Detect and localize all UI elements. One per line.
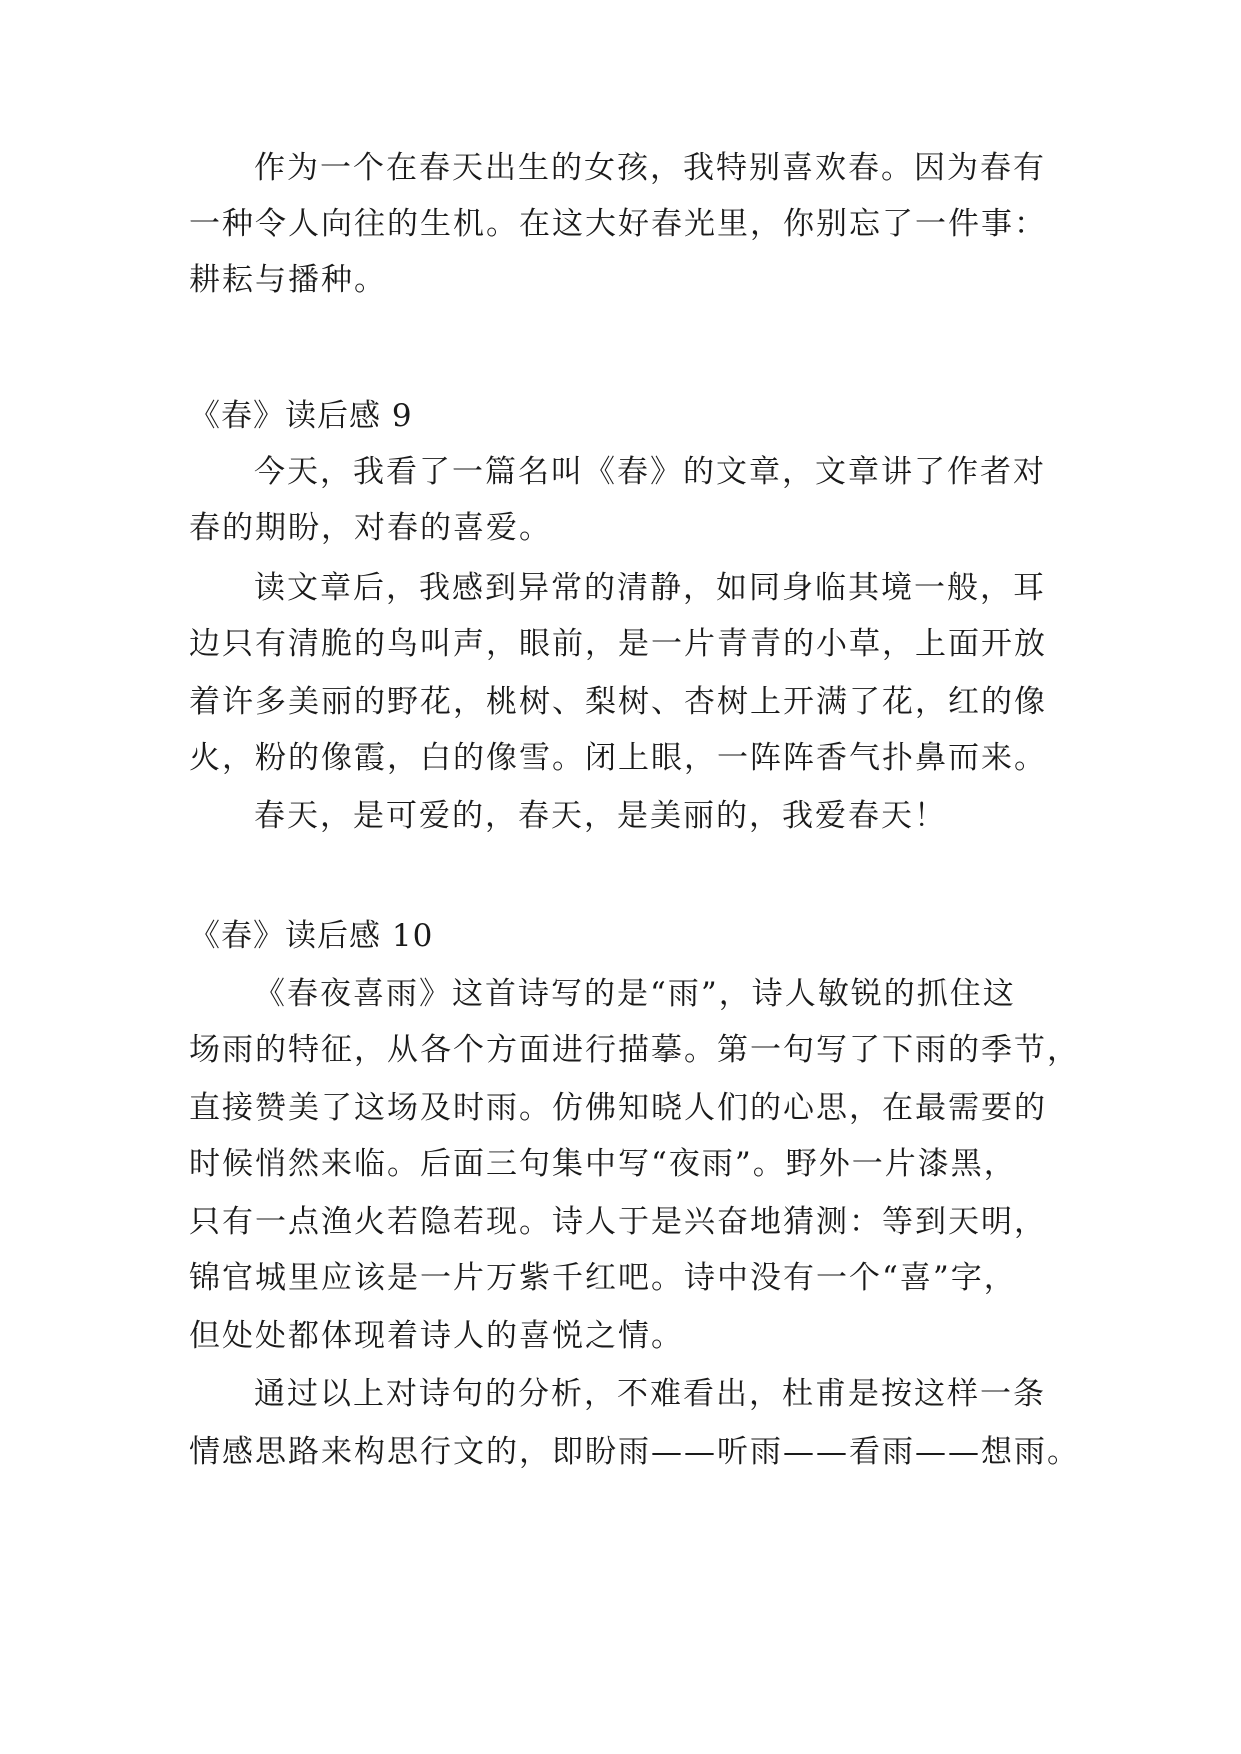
section-10-heading: 《春》读后感 10: [189, 918, 434, 954]
section-10-p1-line-2: 场雨的特征，从各个方面进行描摹。第一句写了下雨的季节，: [189, 1032, 1080, 1068]
section-9-p2-line-1: 读文章后，我感到异常的清静，如同身临其境一般，耳: [254, 570, 1046, 606]
section-9-heading: 《春》读后感 9: [189, 398, 413, 434]
section-10-p1-line-3: 直接赞美了这场及时雨。仿佛知晓人们的心思，在最需要的: [189, 1090, 1047, 1126]
section-10-p2-line-2: 情感思路来构思行文的，即盼雨——听雨——看雨——想雨。: [189, 1434, 1080, 1470]
section-10-p1-line-7: 但处处都体现着诗人的喜悦之情。: [189, 1318, 684, 1354]
section-9-p3-line-1: 春天，是可爱的，春天，是美丽的，我爱春天！: [254, 798, 947, 834]
section-10-p1-line-6: 锦官城里应该是一片万紫千红吧。诗中没有一个“喜”字，: [189, 1260, 1017, 1296]
intro-line-2: 一种令人向往的生机。在这大好春光里，你别忘了一件事：: [189, 206, 1047, 242]
section-9-p2-line-4: 火，粉的像霞，白的像雪。闭上眼，一阵阵香气扑鼻而来。: [189, 740, 1047, 776]
section-9-p2-line-2: 边只有清脆的鸟叫声，眼前，是一片青青的小草，上面开放: [189, 626, 1047, 662]
section-9-p2-line-3: 着许多美丽的野花，桃树、梨树、杏树上开满了花，红的像: [189, 684, 1047, 720]
intro-line-3: 耕耘与播种。: [189, 262, 387, 298]
section-10-p1-line-1: 《春夜喜雨》这首诗写的是“雨”，诗人敏锐的抓住这: [254, 976, 1016, 1012]
section-10-p1-line-4: 时候悄然来临。后面三句集中写“夜雨”。野外一片漆黑，: [189, 1146, 1017, 1182]
section-10-p2-line-1: 通过以上对诗句的分析，不难看出，杜甫是按这样一条: [254, 1376, 1046, 1412]
section-9-p1-line-1: 今天，我看了一篇名叫《春》的文章，文章讲了作者对: [254, 454, 1046, 490]
section-10-p1-line-5: 只有一点渔火若隐若现。诗人于是兴奋地猜测：等到天明，: [189, 1204, 1047, 1240]
intro-line-1: 作为一个在春天出生的女孩，我特别喜欢春。因为春有: [254, 150, 1046, 186]
section-9-p1-line-2: 春的期盼，对春的喜爱。: [189, 510, 552, 546]
